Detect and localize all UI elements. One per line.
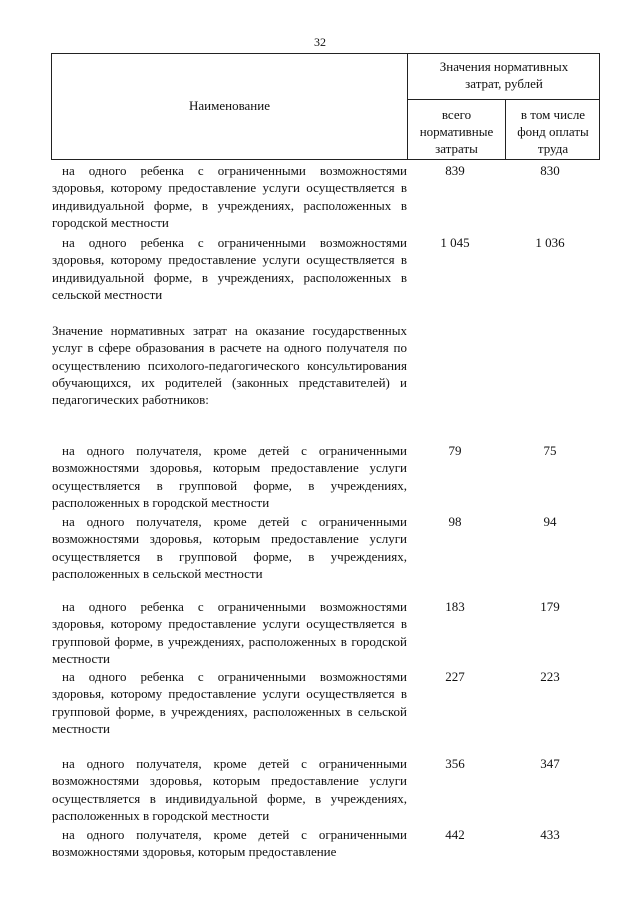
- header-name-divider: [407, 53, 408, 160]
- header-name-column: Наименование: [189, 98, 270, 113]
- header-bottom-border: [51, 159, 600, 160]
- row-wages: 347: [540, 756, 560, 771]
- header-total-column: всего нормативные затраты: [419, 107, 494, 156]
- row-name: на одного ребенка с ограниченными возможностями здоровья, которому предоставление услуги осуществляется в групповой форме, в учреждениях, расположенных в сельской местности: [52, 669, 407, 736]
- row-name: на одного получателя, кроме детей с ограниченными возможностями здоровья, которым предоставление услуги осуществляется в индивидуальной форме, в учреждениях, расположенных в городской местности: [52, 756, 407, 823]
- row-name: на одного получателя, кроме детей с ограниченными возможностями здоровья, которым предоставление услуги осуществляется в групповой форме, в учреждениях, расположенных в городской местности: [52, 443, 407, 510]
- header-wages-column: в том числе фонд оплаты труда: [517, 107, 589, 156]
- row-total: 839: [445, 163, 465, 178]
- row-wages: 75: [543, 443, 557, 458]
- row-total: 98: [448, 514, 462, 529]
- row-name: на одного ребенка с ограниченными возможностями здоровья, которому предоставление услуги осуществляется в индивидуальной форме, в учреждениях, расположенных в городской местности: [52, 163, 407, 230]
- row-wages: 223: [540, 669, 560, 684]
- header-right-border: [599, 53, 600, 160]
- row-wages: 1 036: [535, 235, 565, 250]
- header-values-group: Значения нормативных затрат, рублей: [439, 59, 569, 91]
- row-total: 79: [448, 443, 462, 458]
- row-name: на одного получателя, кроме детей с ограниченными возможностями здоровья, которым предоставление услуги осуществляется в групповой форме, в учреждениях, расположенных в сельской местности: [52, 514, 407, 581]
- section-heading: Значение нормативных затрат на оказание государственных услуг в сфере образования в расчете на одного получателя по осуществлению психолого-педагогического консультирования обучающихся, их родителей (законных представителей) и педагогических работников:: [52, 323, 407, 408]
- header-top-border: [51, 53, 600, 54]
- row-total: 1 045: [440, 235, 470, 250]
- row-total: 356: [445, 756, 465, 771]
- row-name: на одного ребенка с ограниченными возможностями здоровья, которому предоставление услуги осуществляется в индивидуальной форме, в учреждениях, расположенных в сельской местности: [52, 235, 407, 302]
- row-wages: 94: [543, 514, 557, 529]
- row-wages: 179: [540, 599, 560, 614]
- row-name: на одного ребенка с ограниченными возможностями здоровья, которому предоставление услуги осуществляется в групповой форме, в учреждениях, расположенных в городской местности: [52, 599, 407, 666]
- row-total: 227: [445, 669, 465, 684]
- header-subcol-divider: [505, 99, 506, 160]
- page-number: 32: [314, 35, 326, 49]
- row-wages: 433: [540, 827, 560, 842]
- header-group-divider: [407, 99, 600, 100]
- row-wages: 830: [540, 163, 560, 178]
- row-total: 183: [445, 599, 465, 614]
- row-name: на одного получателя, кроме детей с ограниченными возможностями здоровья, которым предоставление: [52, 827, 407, 860]
- row-total: 442: [445, 827, 465, 842]
